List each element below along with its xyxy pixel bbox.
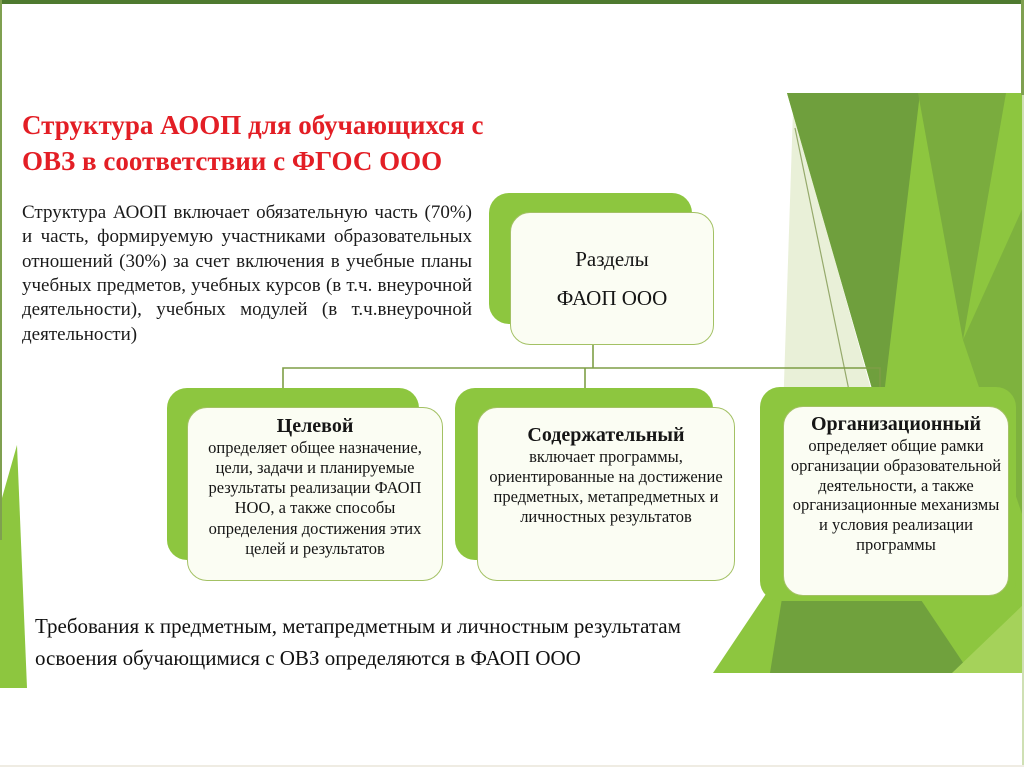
root-node-label-line1: Разделы bbox=[575, 246, 649, 271]
slide-title: Структура АООП для обучающихся с ОВЗ в соответствии с ФГОС ООО bbox=[22, 110, 484, 176]
root-node-box bbox=[510, 212, 714, 345]
node-tselevoy-title: Целевой bbox=[276, 415, 354, 437]
node-tselevoy-body: определяет общее назначение, цели, задачи и планируемые результаты реализации ФАОП НОО, а также способы определения достижения этих целей и результатов bbox=[208, 438, 422, 558]
node-tselevoy-box bbox=[187, 407, 443, 581]
footer-note: Требования к предметным, метапредметным и личностным результатам освоения обучающимися с ОВЗ определяются в ФАОП ООО bbox=[35, 614, 681, 670]
intro-paragraph: Структура АООП включает обязательную часть (70%) и часть, формируемую участниками образовательных отношений (30%) за счет включения в учебные планы учебных предметов, учебных курсов (в т.ч. внеурочной деятельности), учебных модулей (в т.ч.внеурочной деятельности) bbox=[22, 202, 472, 345]
node-organizatsionny-title: Организационный bbox=[810, 413, 982, 435]
node-soderzhatelny-box bbox=[477, 407, 735, 581]
node-soderzhatelny-body: включает программы, ориентированные на достижение предметных, метапредметных и личностных результатов bbox=[489, 447, 723, 527]
root-node-label-line2: ФАОП ООО bbox=[556, 285, 668, 310]
node-organizatsionny-body: определяет общие рамки организации образовательной деятельности, а также организационные механизмы и условия реализации программы bbox=[790, 436, 1002, 554]
node-organizatsionny-box bbox=[783, 406, 1009, 596]
node-soderzhatelny-title: Содержательный bbox=[527, 424, 685, 446]
